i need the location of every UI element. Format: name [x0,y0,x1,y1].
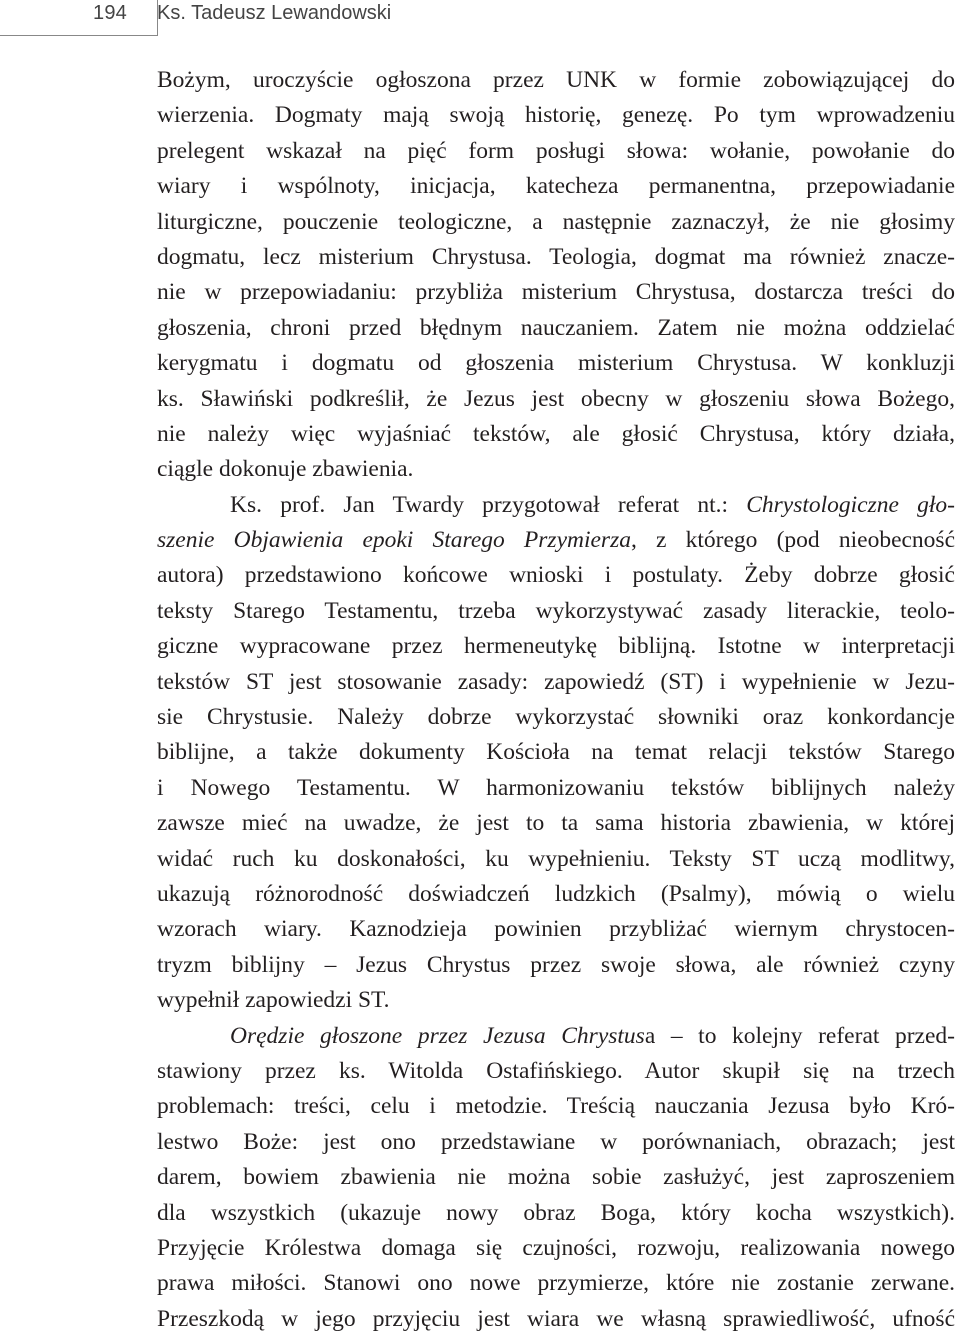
text-line: ukazują różnorodność doświadczeń ludzkich (Psalmy), mówią o wielu [157,880,955,907]
text-line: problemach: treści, celu i metodzie. Treścią nauczania Jezusa było Kró- [157,1093,955,1120]
text-line: sie Chrystusie. Należy dobrze wykorzystać słowniki oraz konkordancje [157,704,955,731]
paragraph-start-line [157,1019,955,1054]
italic-title-run: Orędzie głoszone przez Jezusa Chrystus [230,1022,645,1049]
text-line: giczne wypracowane przez hermeneutykę biblijną. Istotne w interpretacji [157,633,955,660]
text-line: wierzenia. Dogmaty mają swoją historię, genezę. Po tym wprowadzeniu [157,102,955,129]
text-line: prelegent wskazał na pięć form posługi słowa: wołanie, powołanie do [157,137,955,164]
text-line: i Nowego Testamentu. W harmonizowaniu tekstów biblijnych należy [157,774,955,801]
text-line: Bożym, uroczyście ogłoszona przez UNK w formie zobowiązującej do [157,67,955,93]
page-header [0,0,960,40]
text-run: Ks. prof. Jan Twardy przygotował referat nt.: [230,491,747,518]
text-line: teksty Starego Testamentu, trzeba wykorzystywać zasady literackie, teolo- [157,597,955,624]
paragraph-end-line: wypełnił zapowiedzi ST. [157,987,390,1014]
text-line: dla wszystkich (ukazuje nowy obraz Boga, który kocha wszystkich). [157,1199,955,1226]
text-line: ks. Sławiński podkreślił, że Jezus jest obecny w głoszeniu słowa Bożego, [157,385,955,412]
text-line: widać ruch ku doskonałości, ku wypełnieniu. Teksty ST uczą modlitwy, [157,845,955,872]
text-line: stawiony przez ks. Witolda Ostafińskiego. Autor skupił się na trzech [157,1057,955,1084]
text-line: liturgiczne, pouczenie teologiczne, a następnie zaznaczył, że nie głosimy [157,208,955,235]
text-line: tekstów ST jest stosowanie zasady: zapowiedź (ST) i wypełnienie w Jezu- [157,668,955,695]
text-line: tryzm biblijny – Jezus Chrystus przez swoje słowa, ale również czyny [157,951,955,978]
italic-title-run: szenie Objawienia epoki Starego Przymierza [157,527,631,554]
text-line: autora) przedstawiono końcowe wnioski i postulaty. Żeby dobrze głosić [157,562,955,589]
text-line: kerygmatu i dogmatu od głoszenia misterium Chrystusa. W konkluzji [157,350,955,377]
running-head: Ks. Tadeusz Lewandowski [157,2,392,24]
text-line: darem, bowiem zbawienia nie można sobie zasłużyć, jest zaproszeniem [157,1164,955,1191]
text-line: lestwo Boże: jest ono przedstawiane w porównaniach, obrazach; jest [157,1128,955,1155]
body-text [157,63,955,1337]
text-line: Przeszkodą w jego przyjęciu jest wiara we własną sprawiedliwość, ufność [157,1305,955,1332]
italic-title-run: Chrystologiczne gło- [746,491,955,518]
paragraph-start-line [157,488,955,523]
text-run: a – to kolejny referat przed- [644,1022,955,1049]
text-line: nie w przepowiadaniu: przybliża misterium Chrystusa, dostarcza treści do [157,279,955,306]
text-line: dogmatu, lecz misterium Chrystusa. Teologia, dogmat ma również znacze- [157,243,955,270]
text-line: nie należy więc wyjaśniać tekstów, ale głosić Chrystusa, który działa, [157,420,955,447]
text-line: wiary i wspólnoty, inicjacja, katecheza permanentna, przepowiadanie [157,173,955,200]
text-line: głoszenia, chroni przed błędnym nauczaniem. Zatem nie można oddzielać [157,314,955,341]
text-line [157,523,955,558]
page-number: 194 [93,2,127,24]
text-run: , z którego (pod nieobecność [630,527,956,554]
paragraph-end-line: ciągle dokonuje zbawienia. [157,456,414,483]
text-line: wzorach wiary. Kaznodzieja powinien przybliżać wiernym chrystocen- [157,916,955,943]
header-rule [0,35,157,36]
text-line: biblijne, a także dokumenty Kościoła na temat relacji tekstów Starego [157,739,955,766]
text-line: zawsze mieć na uwadze, że jest to ta sama historia zbawienia, w której [157,810,955,837]
text-line: prawa miłości. Stanowi ono nowe przymierze, które nie zostanie zerwane. [157,1270,955,1297]
text-line: Przyjęcie Królestwa domaga się czujności, rozwoju, realizowania nowego [157,1234,955,1261]
